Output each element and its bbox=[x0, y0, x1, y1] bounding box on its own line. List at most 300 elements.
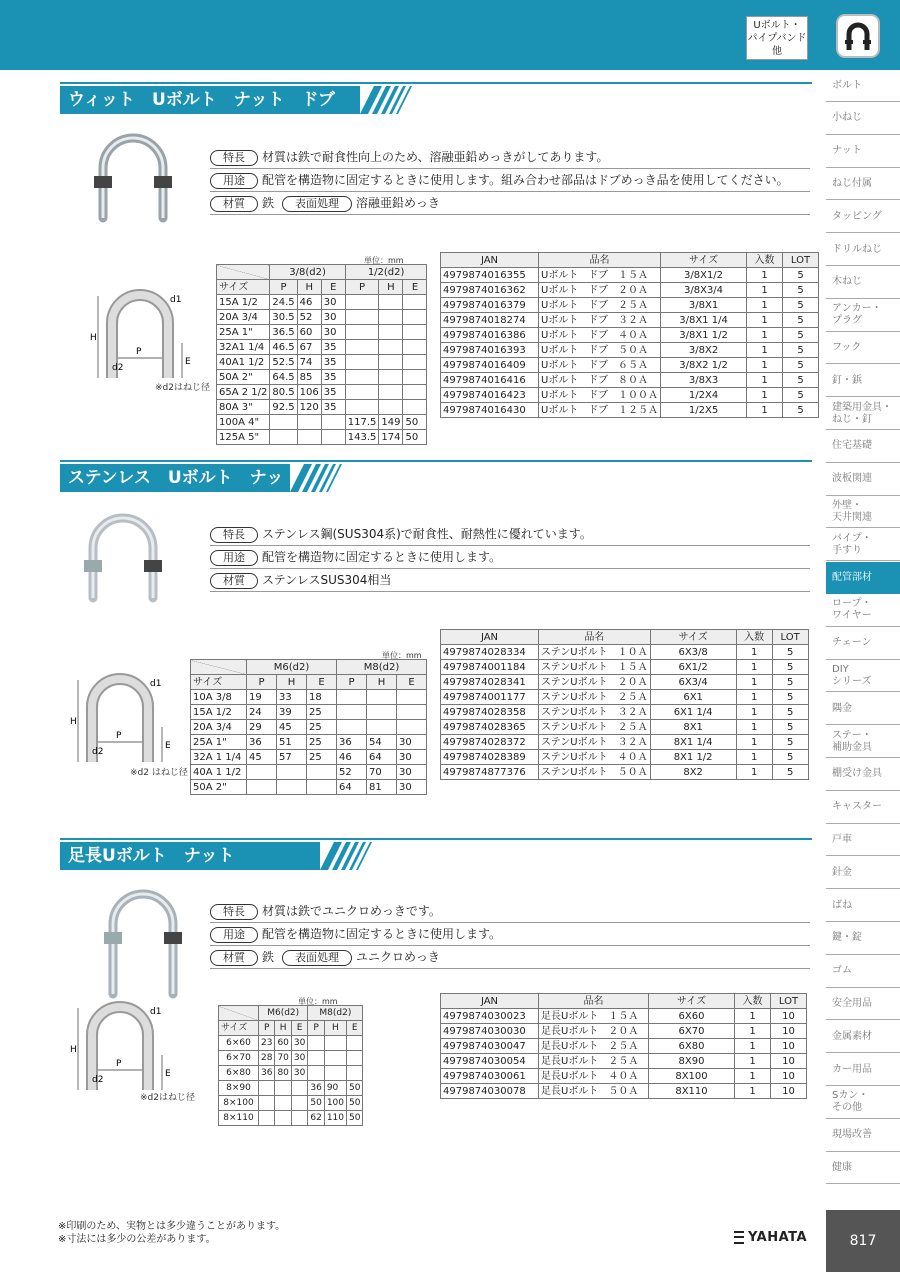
sidebar-item[interactable]: ゴム bbox=[826, 956, 900, 988]
spec-cell bbox=[379, 370, 403, 385]
svg-text:P: P bbox=[116, 731, 122, 741]
desc-text-use: 配管を構造物に固定するときに使用します。組み合わせ部品はドブめっき品を使用してください。 bbox=[262, 173, 789, 187]
desc-row-feature bbox=[210, 147, 810, 169]
spec-cell bbox=[345, 385, 379, 400]
spec-cell bbox=[321, 415, 345, 430]
jan-row bbox=[441, 660, 809, 675]
jan-header: LOT bbox=[772, 630, 808, 645]
jan-row bbox=[441, 645, 809, 660]
spec-table bbox=[190, 659, 427, 795]
tag-feature: 特長 bbox=[210, 150, 258, 166]
tag-use: 用途 bbox=[210, 550, 258, 566]
spec-row bbox=[217, 325, 427, 340]
spec-cell: 52 bbox=[337, 765, 367, 780]
spec-cell: 125A 5" bbox=[217, 430, 270, 445]
logo-text: YAHATA bbox=[748, 1230, 808, 1245]
spec-cell bbox=[270, 430, 297, 445]
product-name: ステンUボルト ５０Ａ bbox=[539, 765, 651, 780]
spec-cell: 30 bbox=[321, 325, 345, 340]
product-name: Uボルト ドブ ４０Ａ bbox=[539, 328, 661, 343]
spec-cell: 8×110 bbox=[219, 1111, 259, 1126]
spec-cell: 25 bbox=[307, 735, 337, 750]
spec-row bbox=[217, 415, 427, 430]
spec-cell bbox=[259, 1096, 275, 1111]
sidebar-item[interactable]: ばね bbox=[826, 890, 900, 922]
sidebar-item[interactable]: チェーン bbox=[826, 628, 900, 660]
product-name: Uボルト ドブ １２５Ａ bbox=[539, 403, 661, 418]
sidebar-item[interactable]: 健康 bbox=[826, 1152, 900, 1184]
desc-text-use: 配管を構造物に固定するときに使用します。 bbox=[262, 927, 502, 941]
spec-cell bbox=[379, 340, 403, 355]
product-size: 8X1 1/4 bbox=[650, 735, 736, 750]
product-size: 6X1/2 bbox=[650, 660, 736, 675]
spec-row bbox=[191, 735, 427, 750]
spec-cell bbox=[403, 400, 427, 415]
sidebar-item[interactable]: パイプ・ 手すり bbox=[826, 529, 900, 561]
sidebar-item[interactable]: ねじ付属 bbox=[826, 168, 900, 200]
jan-row bbox=[441, 765, 809, 780]
lot: 5 bbox=[783, 388, 819, 403]
jan-row bbox=[441, 373, 819, 388]
spec-cell: 36 bbox=[247, 735, 277, 750]
product-size: 8X110 bbox=[649, 1084, 735, 1099]
spec-cell: 36 bbox=[337, 735, 367, 750]
jan-code: 4979874016430 bbox=[441, 403, 539, 418]
spec-cell: 40A1 1/2 bbox=[217, 355, 270, 370]
spec-cell: 120 bbox=[297, 400, 321, 415]
spec-cell: 8×90 bbox=[219, 1081, 259, 1096]
spec-cell: 25 bbox=[307, 720, 337, 735]
spec-cell: 62 bbox=[308, 1111, 324, 1126]
dimension-diagram bbox=[70, 1000, 180, 1103]
spec-cell: 30 bbox=[397, 750, 427, 765]
product-size: 6X60 bbox=[649, 1009, 735, 1024]
dimension-diagram bbox=[90, 288, 200, 391]
section-header bbox=[60, 460, 812, 516]
product-size: 3/8X3 bbox=[661, 373, 747, 388]
spec-cell bbox=[379, 355, 403, 370]
spec-cell: 30 bbox=[397, 735, 427, 750]
spec-table bbox=[216, 264, 427, 445]
spec-cell: 46 bbox=[337, 750, 367, 765]
spec-row bbox=[219, 1111, 363, 1126]
sidebar-item[interactable]: キャスター bbox=[826, 792, 900, 824]
spec-cell: 30 bbox=[291, 1066, 307, 1081]
spec-cell bbox=[324, 1066, 346, 1081]
spec-cell: 50 bbox=[403, 415, 427, 430]
spec-cell bbox=[379, 385, 403, 400]
spec-dim-row bbox=[217, 280, 427, 295]
spec-cell: 30 bbox=[397, 765, 427, 780]
spec-size-header: サイズ bbox=[191, 675, 247, 690]
sidebar-item[interactable]: タッピング bbox=[826, 201, 900, 233]
spec-cell bbox=[337, 705, 367, 720]
spec-cell bbox=[367, 720, 397, 735]
sidebar-item[interactable]: 鍵・錠 bbox=[826, 923, 900, 955]
jan-header-row bbox=[441, 253, 819, 268]
sidebar-item[interactable]: ナット bbox=[826, 136, 900, 168]
spec-cell bbox=[347, 1051, 363, 1066]
sidebar-item[interactable]: 現場改善 bbox=[826, 1120, 900, 1152]
svg-text:E: E bbox=[165, 741, 171, 751]
spec-cell: 81 bbox=[367, 780, 397, 795]
sidebar-item[interactable]: 波板関連 bbox=[826, 464, 900, 496]
spec-row bbox=[219, 1051, 363, 1066]
spec-dim-header: P bbox=[308, 1021, 324, 1036]
spec-row bbox=[219, 1096, 363, 1111]
jan-row bbox=[441, 343, 819, 358]
spec-dim-header: E bbox=[397, 675, 427, 690]
product-photo bbox=[75, 508, 185, 631]
spec-cell bbox=[337, 720, 367, 735]
quantity: 1 bbox=[736, 735, 772, 750]
quantity: 1 bbox=[736, 705, 772, 720]
spec-cell: 32A 1 1/4 bbox=[191, 750, 247, 765]
lot: 10 bbox=[771, 1009, 807, 1024]
spec-row bbox=[191, 780, 427, 795]
spec-cell: 67 bbox=[297, 340, 321, 355]
lot: 5 bbox=[783, 343, 819, 358]
quantity: 1 bbox=[747, 403, 783, 418]
spec-cell: 25A 1" bbox=[217, 325, 270, 340]
category-box bbox=[746, 16, 808, 60]
svg-text:d1: d1 bbox=[150, 1007, 162, 1017]
product-size: 8X90 bbox=[649, 1054, 735, 1069]
unit-label: 単位：mm bbox=[298, 997, 338, 1006]
spec-dim-header: E bbox=[347, 1021, 363, 1036]
spec-cell bbox=[275, 1081, 291, 1096]
jan-header: JAN bbox=[441, 994, 539, 1009]
tag-feature: 特長 bbox=[210, 904, 258, 920]
desc-text-feature: 材質は鉄でユニクロめっきです。 bbox=[262, 904, 441, 918]
product-size: 3/8X1 1/2 bbox=[661, 328, 747, 343]
product-name: 足長Uボルト ２５Ａ bbox=[539, 1039, 649, 1054]
spec-cell bbox=[403, 310, 427, 325]
spec-cell: 100A 4" bbox=[217, 415, 270, 430]
jan-code: 4979874016416 bbox=[441, 373, 539, 388]
spec-cell bbox=[345, 355, 379, 370]
desc-row-material bbox=[210, 193, 810, 215]
spec-cell: 80 bbox=[275, 1066, 291, 1081]
sidebar-item[interactable]: Sカン・ その他 bbox=[826, 1087, 900, 1119]
category-line: パイプバンド bbox=[747, 33, 807, 44]
spec-cell: 6×80 bbox=[219, 1066, 259, 1081]
spec-cell bbox=[308, 1036, 324, 1051]
spec-row bbox=[191, 705, 427, 720]
spec-cell bbox=[291, 1096, 307, 1111]
product-name: Uボルト ドブ １００Ａ bbox=[539, 388, 661, 403]
svg-text:E: E bbox=[185, 357, 191, 367]
sidebar-item[interactable]: 木ねじ bbox=[826, 267, 900, 299]
tag-surface: 表面処理 bbox=[282, 196, 352, 212]
spec-cell: 52 bbox=[297, 310, 321, 325]
section-stripes bbox=[360, 86, 410, 114]
section-stripes bbox=[290, 464, 340, 492]
jan-row bbox=[441, 690, 809, 705]
jan-header: サイズ bbox=[649, 994, 735, 1009]
dimension-diagram bbox=[70, 672, 180, 775]
spec-dim-header: E bbox=[403, 280, 427, 295]
spec-cell: 92.5 bbox=[270, 400, 297, 415]
jan-row bbox=[441, 1024, 807, 1039]
section-stripes bbox=[320, 842, 370, 870]
sidebar-item[interactable]: 小ねじ bbox=[826, 103, 900, 135]
spec-group-header: 1/2(d2) bbox=[345, 265, 427, 280]
spec-cell bbox=[307, 765, 337, 780]
spec-cell bbox=[291, 1111, 307, 1126]
spec-cell bbox=[307, 780, 337, 795]
product-name: ステンUボルト １０Ａ bbox=[539, 645, 651, 660]
product-size: 6X1 bbox=[650, 690, 736, 705]
spec-cell: 50 bbox=[347, 1096, 363, 1111]
desc-text-use: 配管を構造物に固定するときに使用します。 bbox=[262, 550, 502, 564]
jan-row bbox=[441, 1069, 807, 1084]
jan-code: 4979874028341 bbox=[441, 675, 539, 690]
spec-dim-header: E bbox=[321, 280, 345, 295]
spec-size-header: サイズ bbox=[219, 1021, 259, 1036]
sidebar-item[interactable]: 安全用品 bbox=[826, 988, 900, 1020]
unit-label: 単位：mm bbox=[364, 256, 404, 265]
spec-cell: 35 bbox=[321, 340, 345, 355]
spec-cell: 174 bbox=[379, 430, 403, 445]
jan-header: 入数 bbox=[736, 630, 772, 645]
spec-cell: 19 bbox=[247, 690, 277, 705]
jan-row bbox=[441, 1084, 807, 1099]
desc-text-feature: 材質は鉄で耐食性向上のため、溶融亜鉛めっきがしてあります。 bbox=[262, 150, 609, 164]
spec-cell bbox=[324, 1036, 346, 1051]
section-title: 足長Uボルト ナット bbox=[60, 842, 320, 870]
product-size: 8X1 bbox=[650, 720, 736, 735]
unit-label: 単位：mm bbox=[382, 651, 422, 660]
jan-row bbox=[441, 283, 819, 298]
spec-cell bbox=[308, 1051, 324, 1066]
section-title: ステンレス Uボルト ナット bbox=[60, 464, 290, 492]
spec-cell: 143.5 bbox=[345, 430, 379, 445]
jan-code: 4979874030047 bbox=[441, 1039, 539, 1054]
product-size: 6X1 1/4 bbox=[650, 705, 736, 720]
spec-cell: 36 bbox=[308, 1081, 324, 1096]
spec-cell: 18 bbox=[307, 690, 337, 705]
jan-code: 4979874028358 bbox=[441, 705, 539, 720]
spec-group-row bbox=[219, 1006, 363, 1021]
spec-cell bbox=[308, 1066, 324, 1081]
spec-dim-header: P bbox=[337, 675, 367, 690]
jan-header: JAN bbox=[441, 630, 539, 645]
product-name: ステンUボルト ３２Ａ bbox=[539, 705, 651, 720]
svg-text:E: E bbox=[165, 1069, 171, 1079]
spec-cell: 29 bbox=[247, 720, 277, 735]
jan-header: JAN bbox=[441, 253, 539, 268]
product-name: 足長Uボルト ４０Ａ bbox=[539, 1069, 649, 1084]
yahata-logo bbox=[734, 1230, 807, 1245]
jan-header: サイズ bbox=[650, 630, 736, 645]
jan-header: 品名 bbox=[539, 253, 661, 268]
spec-cell: 50 bbox=[308, 1096, 324, 1111]
spec-cell bbox=[297, 430, 321, 445]
desc-row-material bbox=[210, 570, 810, 592]
lot: 5 bbox=[772, 690, 808, 705]
spec-dim-header: P bbox=[270, 280, 297, 295]
spec-row bbox=[191, 765, 427, 780]
lot: 5 bbox=[772, 645, 808, 660]
product-size: 6X80 bbox=[649, 1039, 735, 1054]
spec-group-header: 3/8(d2) bbox=[270, 265, 345, 280]
sidebar-item[interactable]: ロープ・ ワイヤー bbox=[826, 595, 900, 627]
spec-cell bbox=[247, 780, 277, 795]
jan-code: 4979874016379 bbox=[441, 298, 539, 313]
desc-text-material: 鉄 bbox=[262, 196, 275, 210]
spec-cell: 52.5 bbox=[270, 355, 297, 370]
spec-cell bbox=[403, 295, 427, 310]
sidebar-item[interactable]: DIY シリーズ bbox=[826, 660, 900, 692]
spec-cell: 36.5 bbox=[270, 325, 297, 340]
spec-cell: 90 bbox=[324, 1081, 346, 1096]
spec-dim-row bbox=[219, 1021, 363, 1036]
jan-row bbox=[441, 388, 819, 403]
lot: 5 bbox=[772, 765, 808, 780]
product-name: 足長Uボルト １５Ａ bbox=[539, 1009, 649, 1024]
spec-dim-header: P bbox=[345, 280, 379, 295]
product-size: 3/8X1 bbox=[661, 298, 747, 313]
sidebar-item[interactable]: 戸車 bbox=[826, 824, 900, 856]
spec-cell: 35 bbox=[321, 370, 345, 385]
spec-cell: 54 bbox=[367, 735, 397, 750]
spec-cell: 30 bbox=[321, 310, 345, 325]
spec-cell: 64 bbox=[367, 750, 397, 765]
sidebar-item[interactable]: 針金 bbox=[826, 857, 900, 889]
page-number: 817 bbox=[826, 1210, 900, 1272]
svg-text:P: P bbox=[136, 347, 142, 357]
spec-cell: 39 bbox=[277, 705, 307, 720]
svg-text:P: P bbox=[116, 1059, 122, 1069]
lot: 5 bbox=[772, 675, 808, 690]
desc-text-material: ステンレスSUS304相当 bbox=[262, 573, 392, 587]
quantity: 1 bbox=[736, 645, 772, 660]
lot: 5 bbox=[772, 660, 808, 675]
lot: 5 bbox=[783, 283, 819, 298]
jan-row bbox=[441, 750, 809, 765]
sidebar-item[interactable]: 金属素材 bbox=[826, 1021, 900, 1053]
spec-cell: 106 bbox=[297, 385, 321, 400]
spec-cell: 64 bbox=[337, 780, 367, 795]
product-name: Uボルト ドブ ８０Ａ bbox=[539, 373, 661, 388]
jan-code: 4979874030030 bbox=[441, 1024, 539, 1039]
spec-cell: 35 bbox=[321, 400, 345, 415]
quantity: 1 bbox=[747, 298, 783, 313]
spec-cell: 60 bbox=[275, 1036, 291, 1051]
lot: 5 bbox=[772, 705, 808, 720]
product-name: Uボルト ドブ １５Ａ bbox=[539, 268, 661, 283]
product-name: ステンUボルト ２０Ａ bbox=[539, 675, 651, 690]
spec-table bbox=[218, 1005, 363, 1126]
sidebar-item[interactable]: 隅金 bbox=[826, 693, 900, 725]
spec-cell: 110 bbox=[324, 1111, 346, 1126]
diagram-note: ※d2はねじ径 bbox=[155, 383, 210, 393]
spec-cell: 70 bbox=[275, 1051, 291, 1066]
spec-cell: 25A 1" bbox=[191, 735, 247, 750]
spec-row bbox=[217, 370, 427, 385]
product-size: 3/8X1 1/4 bbox=[661, 313, 747, 328]
jan-row bbox=[441, 1039, 807, 1054]
sidebar-item[interactable]: アンカー・ プラグ bbox=[826, 300, 900, 332]
spec-cell: 50 bbox=[403, 430, 427, 445]
spec-cell bbox=[337, 690, 367, 705]
sidebar-item[interactable]: フック bbox=[826, 332, 900, 364]
jan-row bbox=[441, 313, 819, 328]
jan-header-row bbox=[441, 994, 807, 1009]
spec-cell bbox=[259, 1111, 275, 1126]
desc-row-use bbox=[210, 547, 810, 569]
spec-cell bbox=[397, 690, 427, 705]
sidebar-item[interactable]: ステー・ 補助金具 bbox=[826, 726, 900, 758]
quantity: 1 bbox=[736, 690, 772, 705]
quantity: 1 bbox=[735, 1054, 771, 1069]
jan-header: LOT bbox=[771, 994, 807, 1009]
desc-text-material: 鉄 bbox=[262, 950, 275, 964]
quantity: 1 bbox=[735, 1024, 771, 1039]
spec-cell: 20A 3/4 bbox=[191, 720, 247, 735]
spec-cell bbox=[345, 340, 379, 355]
spec-cell bbox=[275, 1111, 291, 1126]
product-name: ステンUボルト １５Ａ bbox=[539, 660, 651, 675]
sidebar-item[interactable]: ボルト bbox=[826, 70, 900, 102]
product-name: 足長Uボルト ２５Ａ bbox=[539, 1054, 649, 1069]
lot: 5 bbox=[783, 403, 819, 418]
sidebar-item[interactable]: 棚受け金具 bbox=[826, 759, 900, 791]
quantity: 1 bbox=[747, 283, 783, 298]
jan-header: 入数 bbox=[747, 253, 783, 268]
spec-cell bbox=[403, 370, 427, 385]
jan-code: 4979874028365 bbox=[441, 720, 539, 735]
spec-cell bbox=[403, 340, 427, 355]
sidebar-item[interactable]: 建築用金具・ ねじ・釘 bbox=[826, 398, 900, 430]
spec-cell: 15A 1/2 bbox=[191, 705, 247, 720]
quantity: 1 bbox=[735, 1084, 771, 1099]
spec-cell: 50A 2" bbox=[217, 370, 270, 385]
sidebar-item[interactable]: カー用品 bbox=[826, 1054, 900, 1086]
spec-cell: 40A 1 1/2 bbox=[191, 765, 247, 780]
spec-row bbox=[217, 430, 427, 445]
tag-surface: 表面処理 bbox=[282, 950, 352, 966]
jan-code: 4979874001184 bbox=[441, 660, 539, 675]
jan-code: 4979874030061 bbox=[441, 1069, 539, 1084]
tag-material: 材質 bbox=[210, 950, 258, 966]
spec-cell bbox=[275, 1096, 291, 1111]
lot: 5 bbox=[783, 373, 819, 388]
spec-cell bbox=[324, 1051, 346, 1066]
quantity: 1 bbox=[736, 660, 772, 675]
spec-cell: 100 bbox=[324, 1096, 346, 1111]
spec-cell bbox=[291, 1081, 307, 1096]
footnote: ※印刷のため、実物とは多少違うことがあります。 bbox=[58, 1221, 286, 1232]
sidebar-item[interactable]: 外壁・ 天井関連 bbox=[826, 496, 900, 528]
category-line: 他 bbox=[772, 46, 782, 57]
section-title: ウィット Uボルト ナット ドブ bbox=[60, 86, 360, 114]
quantity: 1 bbox=[747, 313, 783, 328]
jan-row bbox=[441, 328, 819, 343]
spec-group-header: M6(d2) bbox=[259, 1006, 308, 1021]
sidebar-item[interactable]: ドリルねじ bbox=[826, 234, 900, 266]
spec-cell: 28 bbox=[259, 1051, 275, 1066]
sidebar-item[interactable]: 配管部材 bbox=[826, 562, 900, 594]
spec-cell: 70 bbox=[367, 765, 397, 780]
jan-code: 4979874001177 bbox=[441, 690, 539, 705]
sidebar-item[interactable]: 住宅基礎 bbox=[826, 431, 900, 463]
sidebar-item[interactable]: 釘・鋲 bbox=[826, 365, 900, 397]
spec-cell: 46.5 bbox=[270, 340, 297, 355]
desc-row-feature bbox=[210, 901, 810, 923]
spec-dim-header: P bbox=[259, 1021, 275, 1036]
